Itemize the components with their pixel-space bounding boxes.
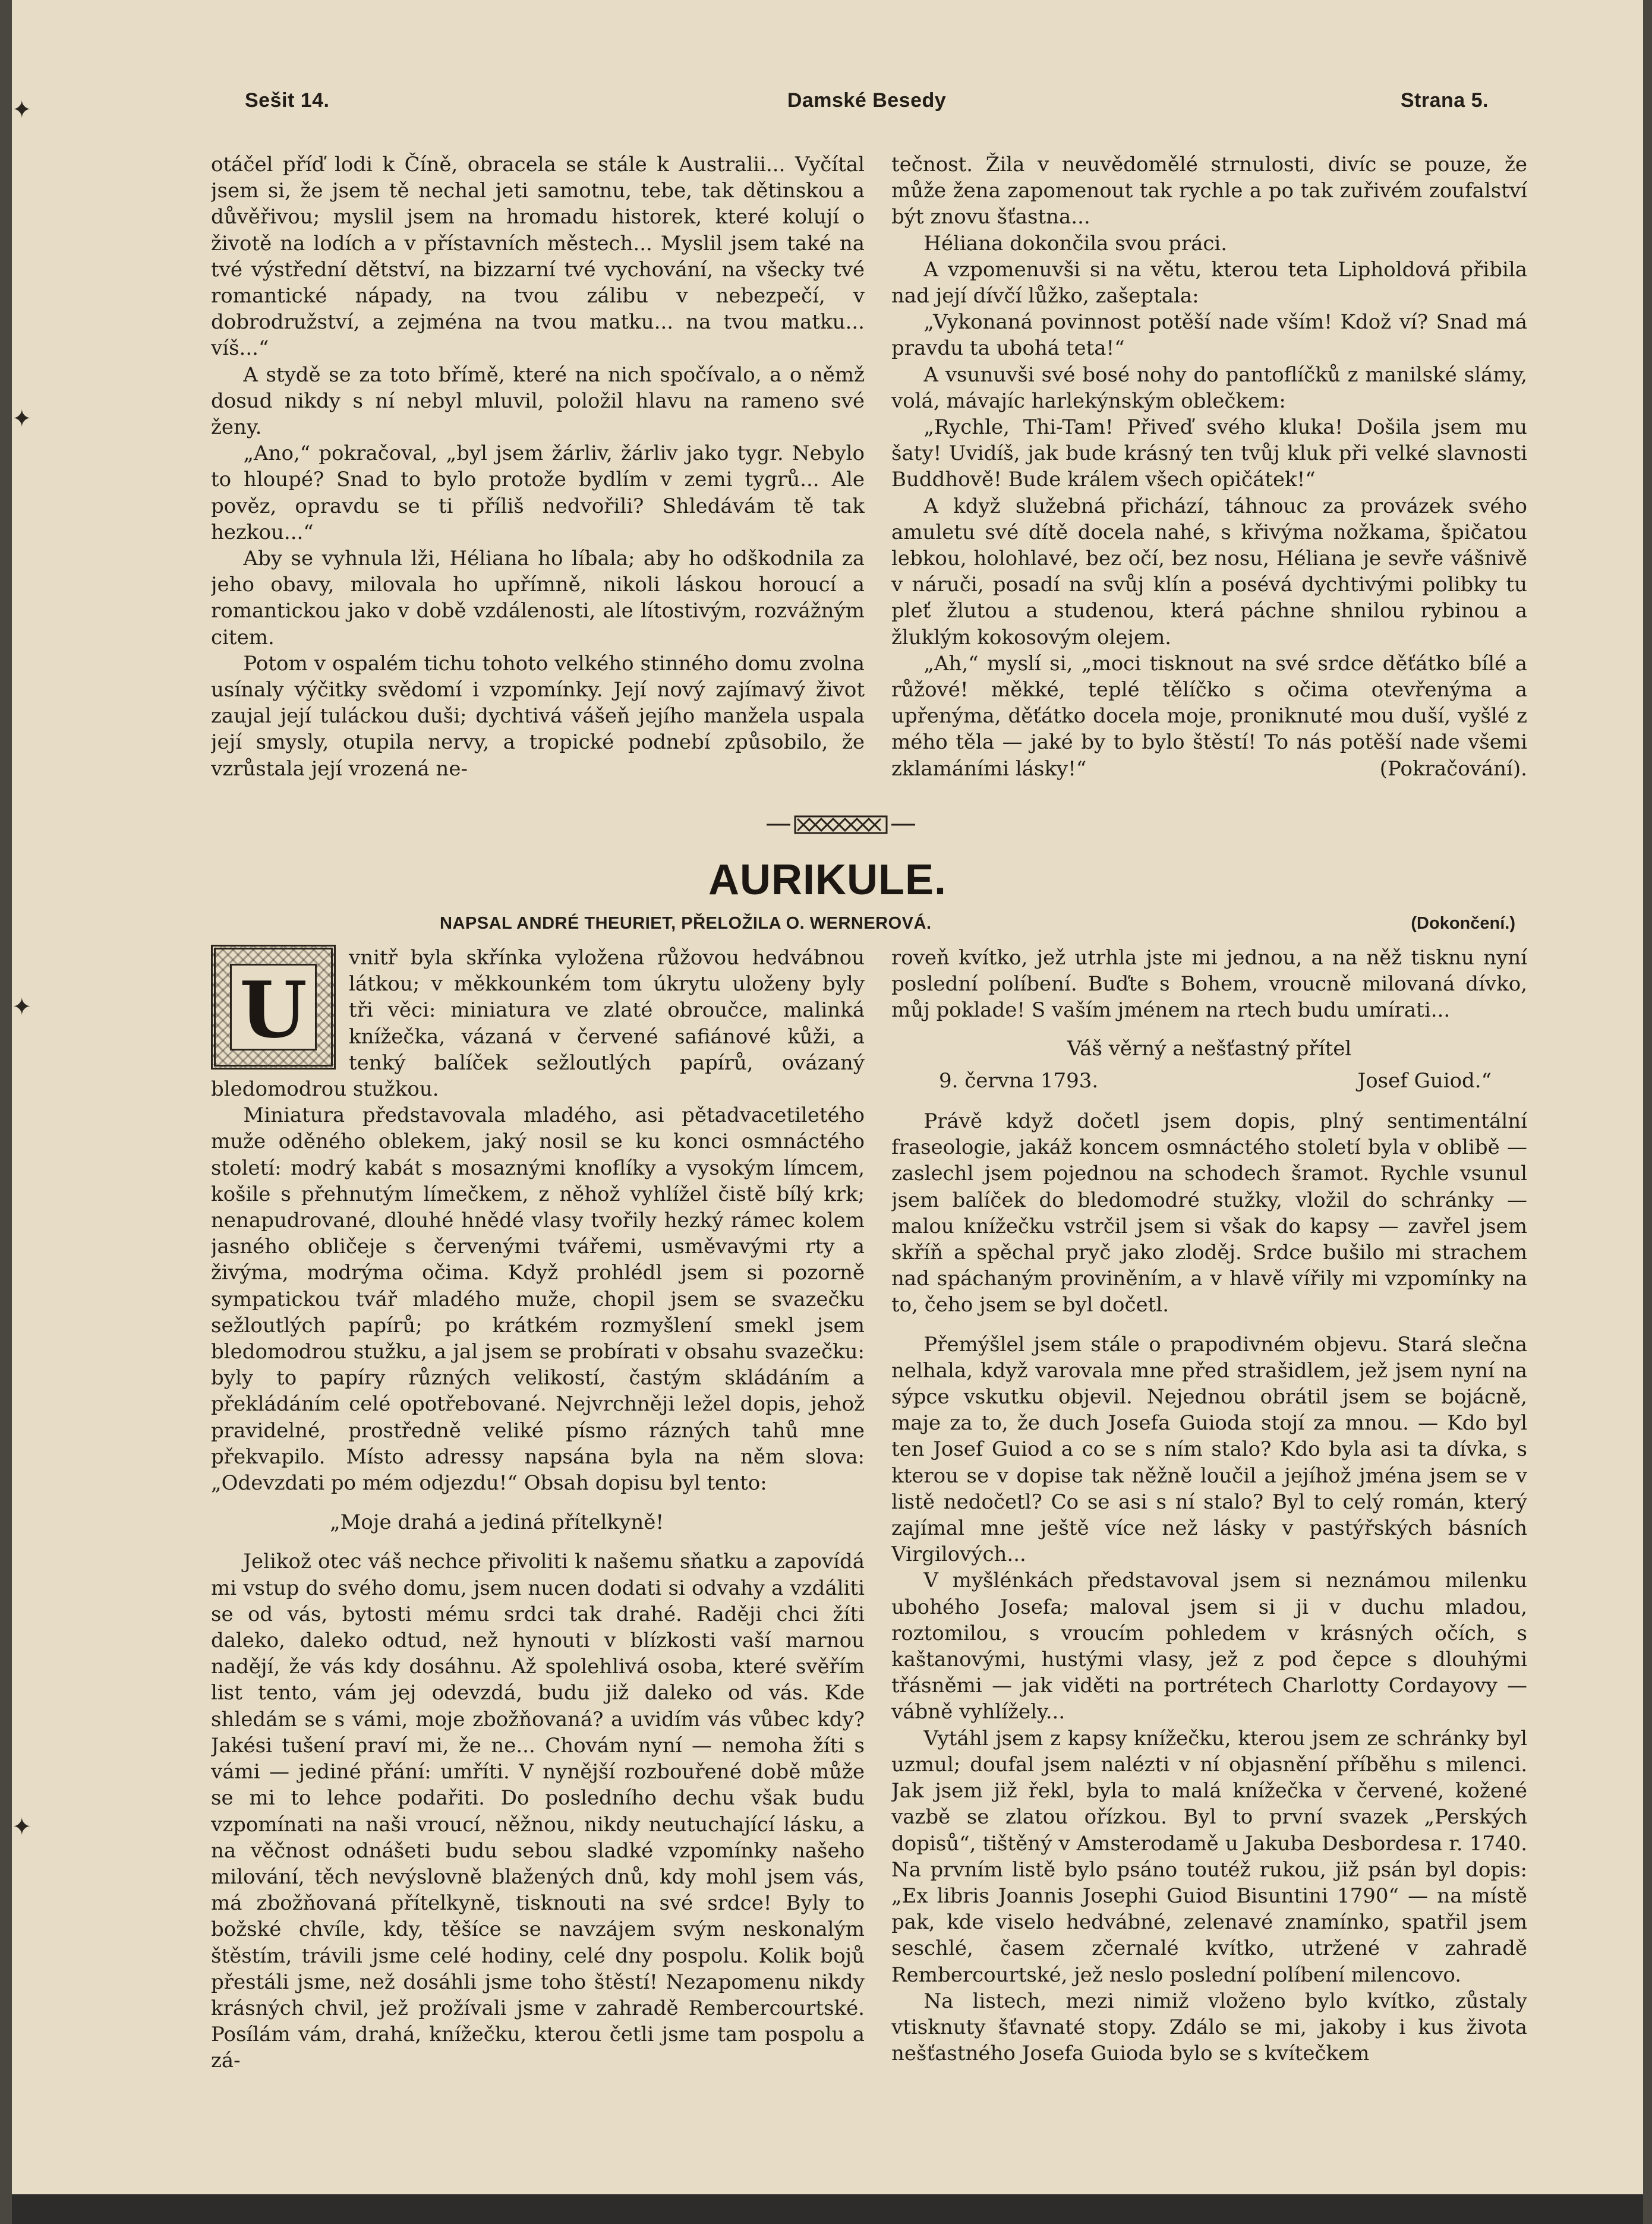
issue-label: Sešit 14. <box>245 89 330 112</box>
paragraph: A vsunuvši své bosé nohy do pantoflíčků z manilské slámy, volá, mávajíc harlekýnským oblečkem: <box>891 362 1527 413</box>
paragraph: Potom v ospalém tichu tohoto velkého stinného domu zvolna usínaly výčitky svědomí i vzpomínky. Její nový zajímavý život zaujal její tuláckou duši; dychtivá vášeň jejího manžela uspala její smysly, otupila nervy, a tropické podnebí způsobilo, že vzrůstala její vrozená ne- <box>211 651 865 781</box>
paragraph: „Rychle, Thi-Tam! Přiveď svého kluka! Došila jsem mu šaty! Uvidíš, jak bude krásný ten tvůj kluk při velké slavnosti Buddhově! Bude králem všech opičátek!“ <box>891 415 1527 492</box>
paragraph: otáčel příď lodi k Číně, obracela se stále k Australii... Vyčítal jsem si, že jsem tě nechal jeti samotnu, tebe, tak dětinskou a důvěřivou; myslil jsem na hromadu historek, které kolují o životě na lodích a v přístavních městech... Myslil jsem také na tvé výstřední dětství, na bizzarní tvé vychování, na všecky tvé romantické nápady, na tvou zálibu v nebezpečí, v dobrodružství, a zejména na tvou matku... na tvou matku... víš...“ <box>211 153 865 361</box>
letter-text: Jelikož otec váš nechce přivoliti k našemu sňatku a zapovídá mi vstup do svého domu, jsem nucen dodati si odvahy a vzdáliti se od vás, bytosti mému srdci tak drahé. Raději chci žíti daleko, daleko odtud, než hynouti v blízkosti vaší marnou nadějí, že vás kdy dosáhnu. Až spolehlivá osoba, které svěřím list tento, vám jej odevzdá, budu již daleko od vás. Kde shledám se s vámi, moje zbožňovaná? a uvidím vás vůbec kdy? Jakési tušení praví mi, že ne... Chovám nyní — nemoha žíti s vámi — jediné přání: umříti. V nynější rozbouřené době může se mi to lehce podařiti. Do posledního dechu však budu vzpomínati na naši vroucí, něžnou, nikdy neutuchající lásku, a na věčnost odnášeti budu sebou sladké vzpomínky našeho milování, těch nevýslovně blažených dnů, kdy mohl jsem vás, má zbožňovaná přítelkyně, tisknouti na své srdce! Byly to božské chvíle, kdy, těšíce se navzájem svým neskonalým štěstím, trávili jsme celé hodiny, celé dny pospolu. Kolik bojů přestáli jsme, než dosáhli jsme toho štěstí! Nezapomenu nikdy krásných chvil, jež prožívali jsme v zahradě Rembercourtské. Posílám vám, drahá, knížečku, kterou četli jsme tam pospolu a zá- <box>211 1550 865 2073</box>
paragraph: Vytáhl jsem z kapsy knížečku, kterou jsem ze schránky byl uzmul; doufal jsem nalézti v ní objasnění příběhu s milenci. Jak jsem již řekl, byla to malá knížečka v červené, kožené vazbě se zlatou ořízkou. Byl to první svazek „Perských dopisů“, tištěný v Amsterodamě u Jakuba Desbordesa r. 1740. Na prvním listě bylo psáno toutéž rukou, již psán byl dopis: „Ex libris Joannis Josephi Guiod Bisuntini 1790“ — na místě pak, kde viselo hedvábné, zelenavé znamínko, spatřil jsem seschlé, časem zčernalé kvítko, utržené v zahradě Rembercourtské, jež neslo poslední políbení milencovo. <box>891 1726 1527 1987</box>
top-right-column <box>891 152 1527 799</box>
continued-note: (Pokračování). <box>1379 756 1527 781</box>
paragraph: V myšlénkách představoval jsem si neznámou milenku ubohého Josefa; maloval jsem si ji v duchu mladou, roztomilou, s vroucím pohledem v krásných očích, s kaštanovými, hustými vlasy, jež z pod čepce s dlouhými třásněmi — jak viděti na portrétech Charlotty Cordayovy — vábně vyhlížely... <box>891 1569 1527 1724</box>
letter-date: 9. června 1793. <box>939 1068 1099 1093</box>
scan-edge <box>12 2194 1643 2224</box>
binding-mark: ✦ <box>12 405 32 433</box>
letter-text: roveň kvítko, jež utrhla jste mi jednou, a na něž tisknu nyní poslední políbení. Buďte s Bohem, vroucně milovaná dívko, můj poklade! S vaším jménem na rtech budu umírati... <box>891 946 1527 1023</box>
paragraph-text: „Ah,“ myslí si, „moci tisknout na své srdce děťátko bílé a růžové! měkké, teplé tělíčko s očima otevřenýma a upřenýma, děťátko docela moje, proniknuté mou duší, vyšlé z mého těla — jaké by to bylo štěstí! To nás potěší nade všemi zklamáními lásky!“ <box>891 651 1527 781</box>
paragraph: vnitř byla skřínka vyložena růžovou hedvábnou látkou; v měkkounkém tom úkrytu uloženy byly tři věci: miniatura ve zlaté obroučce, malinká knížečka, vázaná v červené safiánové kůži, a tenký balíček sežloutlých papírů, ovázaný bledomodrou stužkou. <box>211 946 865 1102</box>
magazine-title: Damské Besedy <box>787 89 947 112</box>
paragraph: Héliana dokončila svou práci. <box>923 231 1228 255</box>
conclusion-note: (Dokončení.) <box>1411 914 1515 933</box>
paragraph: Aby se vyhnula lži, Héliana ho líbala; aby ho odškodnila za jeho obavy, milovala ho upřímně, nikoli láskou horoucí a romantickou jako v době vzdálenosti, ale lítostivým, rozvážným citem. <box>211 547 865 649</box>
letter-closing: Váš věrný a nešťastný přítel <box>1067 1036 1352 1061</box>
running-header <box>245 89 1489 125</box>
paragraph: Právě když dočetl jsem dopis, plný sentimentální fraseologie, jakáž koncem osmnáctého století byla v oblibě — zaslechl jsem pojednou na schodech šramot. Rychle vsunul jsem balíček do bledomodré stužky, vložil do schránky — malou knížečku vstrčil jsem si však do kapsy — zavřel jsem skříň a spěchal pryč jako zloděj. Srdce bušilo mi strachem nad spáchaným proviněním, a v hlavě vířily mi vzpomínky na to, čeho jsem se byl dočetl. <box>891 1109 1527 1317</box>
paragraph: Přemýšlel jsem stále o prapodivném objevu. Stará slečna nelhala, když varovala mne před strašidlem, jež jsem nyní na sýpce vskutku objevil. Nejednou obrátil jsem se bojácně, maje za to, že duch Josefa Guioda stojí za mnou. — Kdo byl ten Josef Guiod a co se s ním stalo? Kdo byla asi ta dívka, s kterou se v dopise tak něžně loučil a jejíhož jména jsem se v listě nedočetl? Co se asi s ní stalo? Byl to celý román, který zajímal mne ještě více než lásky v pastýřských básních Virgilových... <box>891 1332 1527 1567</box>
binding-mark: ✦ <box>12 96 32 124</box>
letter-signature-row <box>891 1068 1527 1094</box>
article-byline: NAPSAL ANDRÉ THEURIET, PŘELOŽILA O. WERNEROVÁ. <box>440 914 932 933</box>
letter-salutation: „Moje drahá a jediná přítelkyně! <box>330 1510 664 1535</box>
magazine-page <box>12 0 1643 2224</box>
page-number: Strana 5. <box>1400 89 1489 112</box>
drop-cap-letter: U <box>230 964 317 1051</box>
paragraph <box>891 651 1527 782</box>
paragraph: A vzpomenuvši si na větu, kterou teta Lipholdová přibila nad její dívčí lůžko, zašeptala: <box>891 257 1527 308</box>
drop-cap <box>211 945 336 1070</box>
top-left-column <box>211 152 865 799</box>
article-title: AURIKULE. <box>708 856 947 904</box>
paragraph: A stydě se za toto břímě, které na nich spočívalo, a o němž dosud nikdy s ní nebyl mluvil, položil hlavu na rameno své ženy. <box>211 362 865 440</box>
paragraph: Na listech, mezi nimiž vloženo bylo kvítko, zůstaly vtisknuty šťavnaté stopy. Zdálo se mi, jakoby i kus života nešťastného Josefa Guioda bylo se s kvítečkem <box>891 1989 1527 2066</box>
paragraph: Miniatura představovala mladého, asi pětadvacetiletého muže oděného oblekem, jaký nosil se ku konci osmnáctého století: modrý kabát s mosaznými knoflíky a vysokým límcem, košile s přehnutým límečkem, z něhož vyhlížel čistě bílý krk; nenapudrované, dlouhé hnědé vlasy tvořily hezký rámec kolem jasného obličeje s červenými tvářemi, usměvavými rty a živýma, modrýma očima. Když prohlédl jsem si pozorně sympatickou tvář mladého muže, chopil jsem se svazečku sežloutlých papírů; po krátkém rozmyšlení smekl jsem bledomodrou stužku, a jal jsem se probírati v obsahu svazečku: byly to papíry různých velikostí, častým skládáním a překládáním celé opotřebované. Nejvrchněji ležel dopis, jehož pravidelné, prostředně veliké písmo rázných tahů mne překvapilo. Místo adressy napsána byla na něm slova: „Odevzdati po mém odjezdu!“ Obsah dopisu byl tento: <box>211 1103 865 1496</box>
binding-mark: ✦ <box>12 1813 32 1841</box>
section-divider-ornament <box>767 813 915 837</box>
bottom-left-column <box>211 945 865 2181</box>
bottom-right-column <box>891 945 1527 2181</box>
letter-signature: Josef Guiod.“ <box>1357 1068 1492 1093</box>
paragraph: tečnost. Žila v neuvědomělé strnulosti, divíc se pouze, že může žena zapomenout tak rychle a po tak zuřivém zoufalství být znovu šťastna... <box>891 153 1527 229</box>
paragraph: A když služebná přichází, táhnouc za provázek svého amuletu své dítě docela nahé, s křivýma nožkama, špičatou lebkou, holohlavé, bez očí, bez nosu, Héliana je sevře vášnivě v náruči, posadí na svůj klín a posévá dychtivými polibky tu pleť žlutou a studenou, která páchne shnilou rybinou a žluklým kokosovým olejem. <box>891 494 1527 649</box>
paragraph: „Ano,“ pokračoval, „byl jsem žárliv, žárliv jako tygr. Nebylo to hloupé? Snad to bylo protože bydlím v zemi tygrů... Ale pověz, opravdu se ti příliš nedvořili? Shledávám tě tak hezkou...“ <box>211 441 865 544</box>
paragraph: „Vykonaná povinnost potěší nade vším! Kdož ví? Snad má pravdu ta ubohá teta!“ <box>891 310 1527 361</box>
binding-mark: ✦ <box>12 993 32 1021</box>
